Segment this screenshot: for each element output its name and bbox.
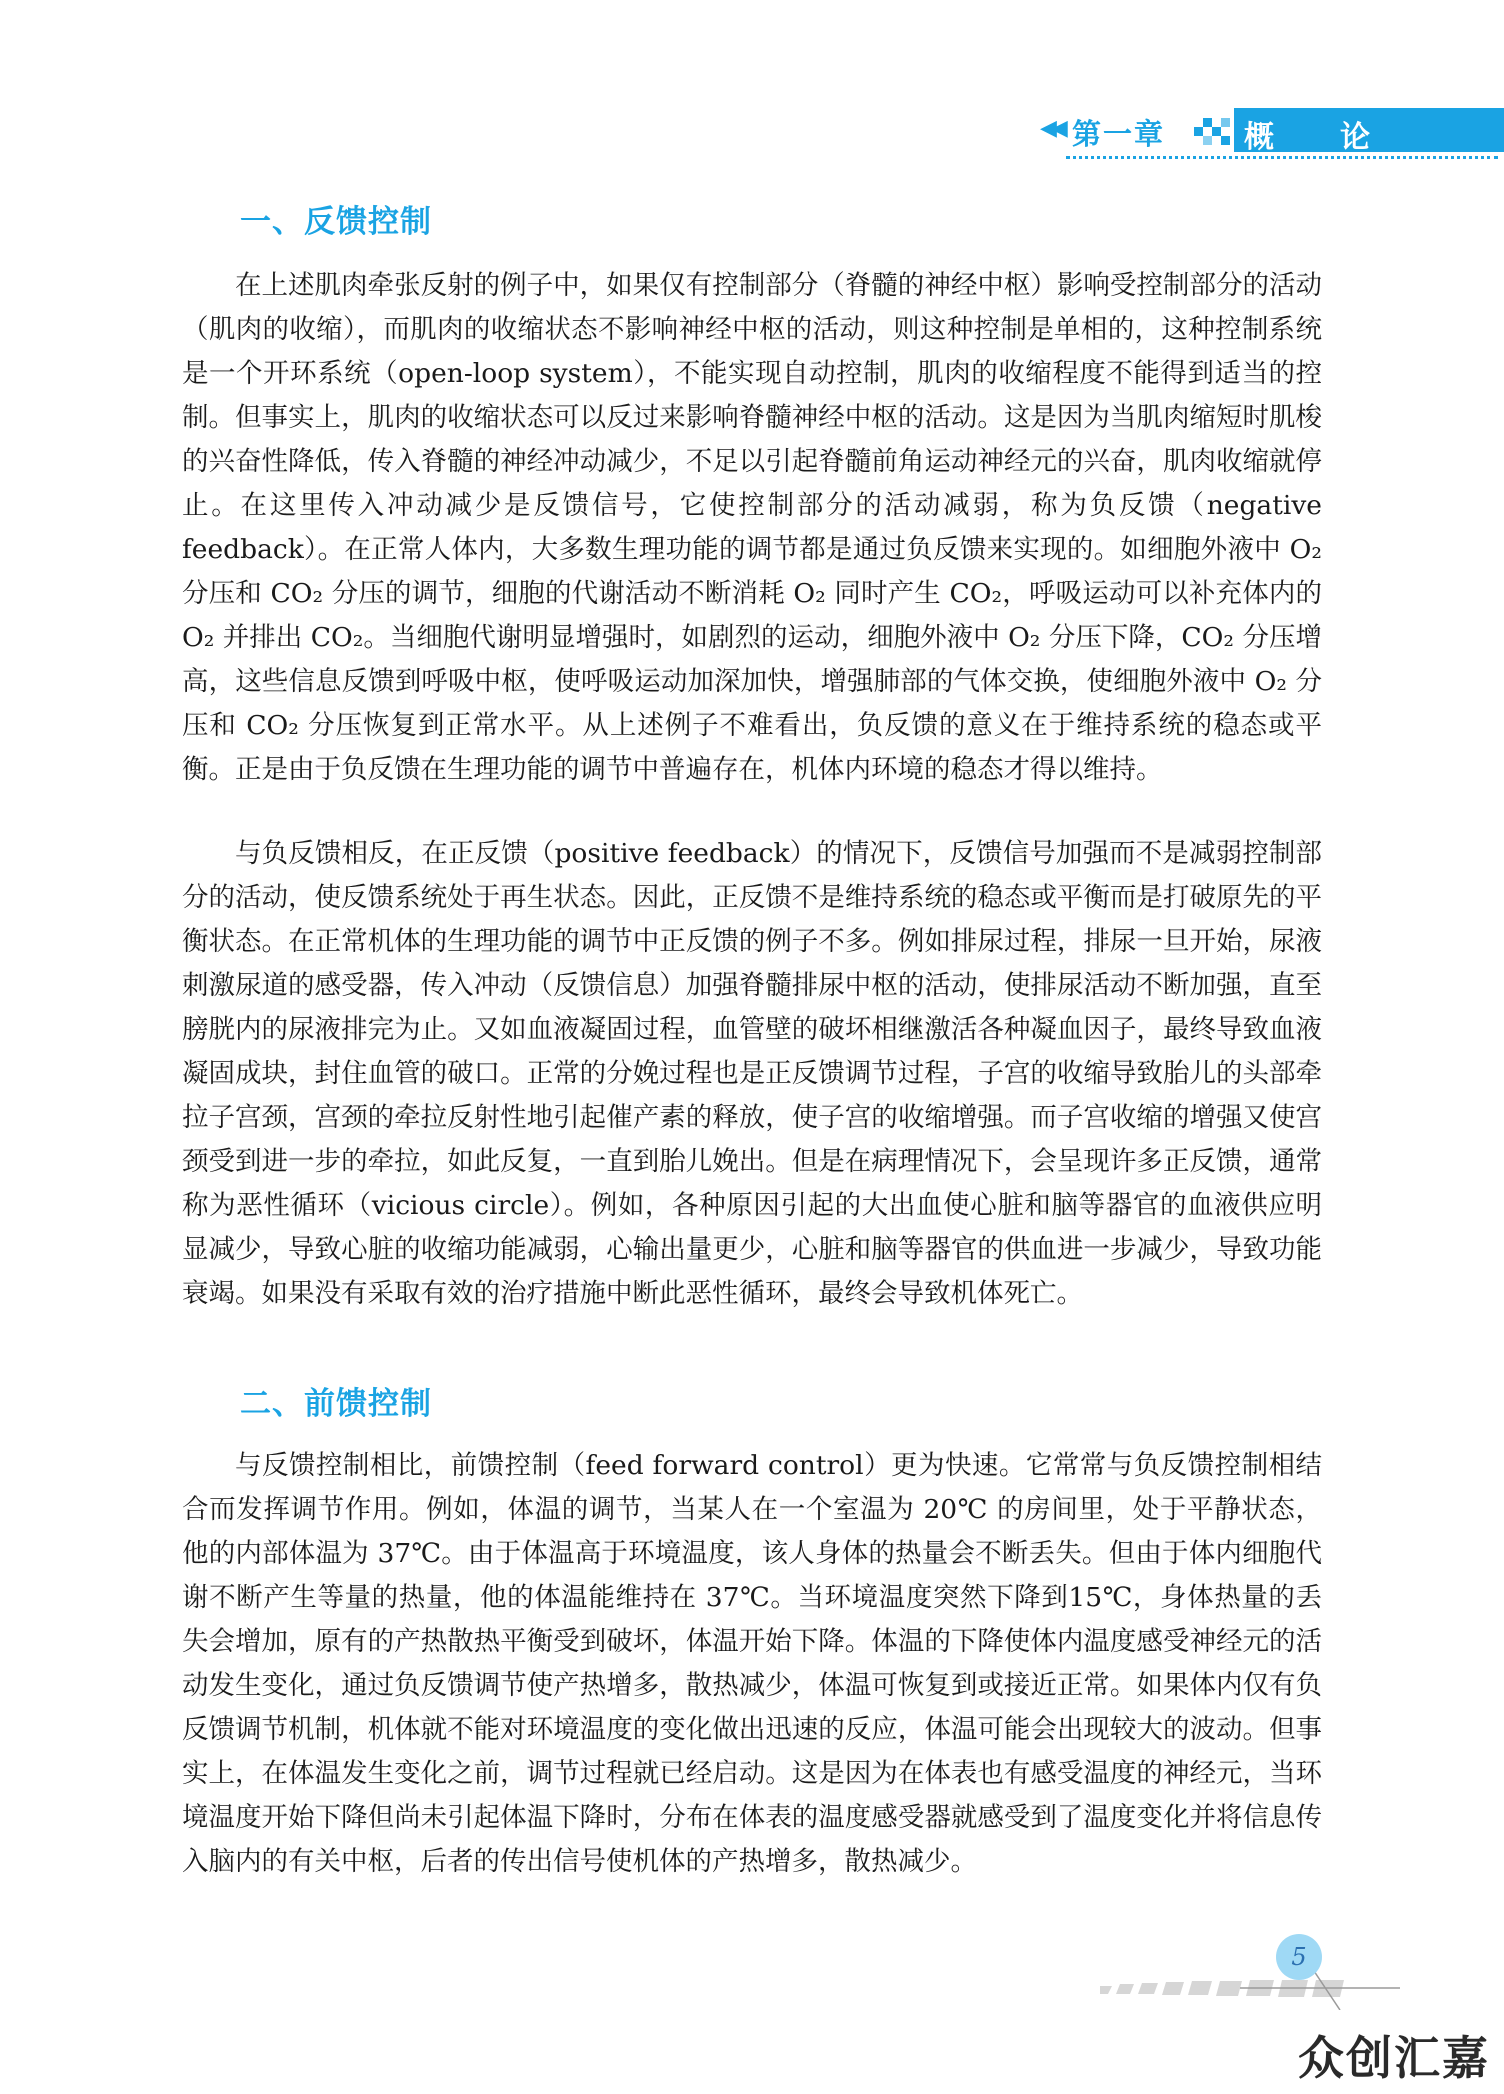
chapter-label: 第一章 [1072, 117, 1166, 151]
paragraph: 在上述肌肉牵张反射的例子中，如果仅有控制部分（脊髓的神经中枢）影响受控制部分的活动（肌肉的收缩），而肌肉的收缩状态不影响神经中枢的活动，则这种控制是单相的，这种控制系统是一个开环系统（open-loop system），不能实现自动控制，肌肉的收缩程度不能得到适当的控制。但事实上，肌肉的收缩状态可以反过来影响脊髓神经中枢的活动。这是因为当肌肉缩短时肌梭的兴奋性降低，传入脊髓的神经冲动减少，不足以引起脊髓前角运动神经元的兴奋，肌肉收缩就停止。在这里传入冲动减少是反馈信号，它使控制部分的活动减弱，称为负反馈（negative feedback）。在正常人体内，大多数生理功能的调节都是通过负反馈来实现的。如细胞外液中 O₂ 分压和 CO₂ 分压的调节，细胞的代谢活动不断消耗 O₂ 同时产生 CO₂，呼吸运动可以补充体内的 O₂ 并排出 CO₂。当细胞代谢明显增强时，如剧烈的运动，细胞外液中 O₂ 分压下降，CO₂ 分压增高，这些信息反馈到呼吸中枢，使呼吸运动加深加快，增强肺部的气体交换，使细胞外液中 O₂ 分压和 CO₂ 分压恢复到正常水平。从上述例子不难看出，负反馈的意义在于维持系统的稳态或平衡。正是由于负反馈在生理功能的调节中普遍存在，机体内环境的稳态才得以维持。 [182, 270, 1322, 785]
page-number: 5 [1276, 1934, 1322, 1980]
watermark: 众创汇嘉 [1298, 2031, 1490, 2085]
section-heading-feedforward: 二、前馈控制 [240, 1386, 432, 1422]
paragraph: 与负反馈相反，在正反馈（positive feedback）的情况下，反馈信号加强而不是减弱控制部分的活动，使反馈系统处于再生状态。因此，正反馈不是维持系统的稳态或平衡而是打破原先的平衡状态。在正常机体的生理功能的调节中正反馈的例子不多。例如排尿过程，排尿一旦开始，尿液刺激尿道的感受器，传入冲动（反馈信息）加强脊髓排尿中枢的活动，使排尿活动不断加强，直至膀胱内的尿液排完为止。又如血液凝固过程，血管壁的破坏相继激活各种凝血因子，最终导致血液凝固成块，封住血管的破口。正常的分娩过程也是正反馈调节过程，子宫的收缩导致胎儿的头部牵拉子宫颈，宫颈的牵拉反射性地引起催产素的释放，使子宫的收缩增强。而子宫收缩的增强又使宫颈受到进一步的牵拉，如此反复，一直到胎儿娩出。但是在病理情况下，会呈现许多正反馈，通常称为恶性循环（vicious circle）。例如，各种原因引起的大出血使心脏和脑等器官的血液供应明显减少，导致心脏的收缩功能减弱，心输出量更少，心脏和脑等器官的供血进一步减少，导致功能衰竭。如果没有采取有效的治疗措施中断此恶性循环，最终会导致机体死亡。 [182, 838, 1322, 1309]
chapter-title: 概 论 [1244, 120, 1372, 155]
double-left-arrow-icon: ◀◀ [1040, 116, 1062, 141]
checker-squares-icon [1194, 118, 1230, 146]
paragraph: 与反馈控制相比，前馈控制（feed forward control）更为快速。它常常与负反馈控制相结合而发挥调节作用。例如，体温的调节，当某人在一个室温为 20℃ 的房间里，处于平静状态，他的内部体温为 37℃。由于体温高于环境温度，该人身体的热量会不断丢失。但由于体内细胞代谢不断产生等量的热量，他的体温能维持在 37℃。当环境温度突然下降到15℃，身体热量的丢失会增加，原有的产热散热平衡受到破坏，体温开始下降。体温的下降使体内温度感受神经元的活动发生变化，通过负反馈调节使产热增多，散热减少，体温可恢复到或接近正常。如果体内仅有负反馈调节机制，机体就不能对环境温度的变化做出迅速的反应，体温可能会出现较大的波动。但事实上，在体温发生变化之前，调节过程就已经启动。这是因为在体表也有感受温度的神经元，当环境温度开始下降但尚未引起体温下降时，分布在体表的温度感受器就感受到了温度变化并将信息传入脑内的有关中枢，后者的传出信号使机体的产热增多，散热减少。 [182, 1450, 1322, 1877]
running-header [1034, 108, 1504, 155]
header-dotted-rule [1066, 156, 1498, 159]
section-heading-feedback: 一、反馈控制 [240, 204, 432, 240]
